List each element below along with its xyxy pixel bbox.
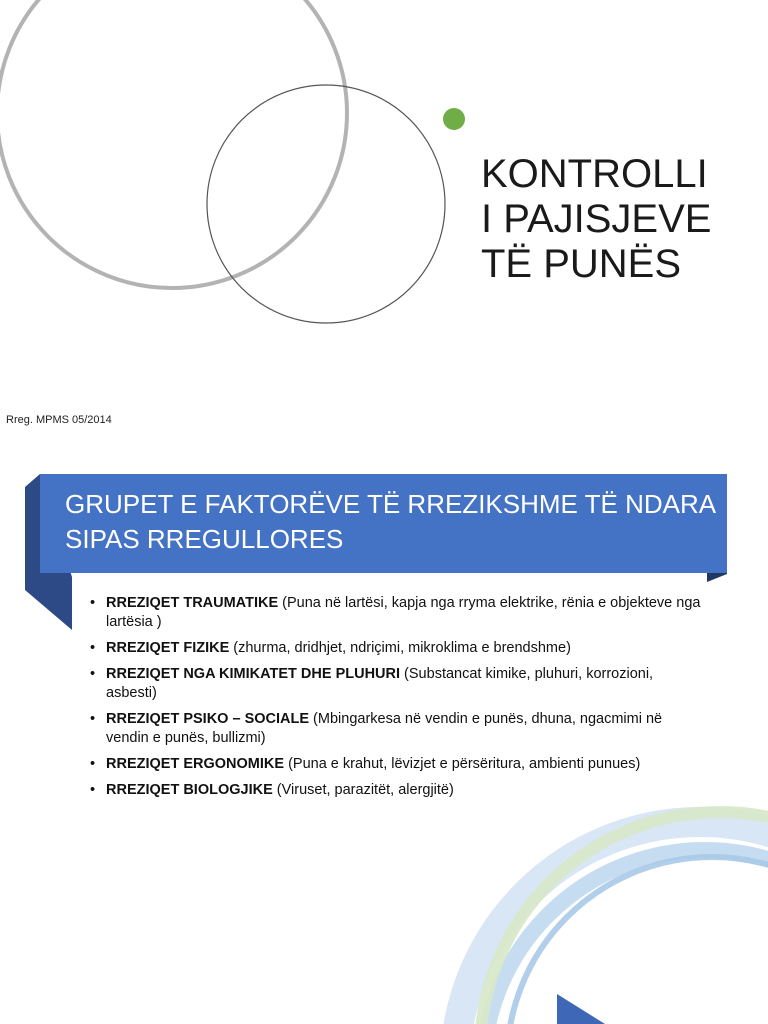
section-heading: GRUPET E FAKTORËVE TË RREZIKSHME TË NDARA SIPAS RREGULLORES [65, 489, 715, 554]
hazard-description: (Mbingarkesa në vendin e punës, dhuna, ngacmimi në vendin e punës, bullizmi) [106, 711, 663, 746]
regulation-footnote: Rreg. MPMS 05/2014 [6, 414, 112, 426]
hazard-description: (Substancat kimike, pluhuri, korrozioni, asbesti) [106, 666, 654, 701]
hazard-name: RREZIQET NGA KIMIKATET DHE PLUHURI [106, 666, 401, 682]
hazard-description: (Puna e krahut, lëvizjet e përsëritura, ambienti punues) [284, 756, 641, 772]
hazard-description: (zhurma, dridhjet, ndriçimi, mikroklima e brendshme) [229, 640, 571, 656]
slide-title [481, 152, 711, 287]
green-accent-dot [443, 108, 465, 130]
title-line-3: TË PUNËS [481, 242, 682, 286]
section-banner [40, 474, 727, 573]
hazard-description: (Puna në lartësi, kapja nga rryma elektrike, rënia e objekteve nga lartësia ) [106, 595, 701, 630]
list-item [88, 710, 703, 748]
large-gray-arc [0, 0, 347, 288]
list-item [88, 594, 703, 632]
hazard-name: RREZIQET BIOLOGJIKE [106, 782, 273, 798]
title-line-1: KONTROLLI [481, 152, 708, 196]
hazard-name: RREZIQET PSIKO – SOCIALE [106, 711, 310, 727]
hazard-list [88, 594, 703, 807]
list-item [88, 755, 703, 774]
thin-outline-circle [207, 85, 445, 323]
blue-triangle-accent [557, 994, 605, 1024]
list-item [88, 639, 703, 658]
list-item [88, 781, 703, 800]
title-slide [0, 0, 768, 452]
content-slide [0, 452, 768, 1024]
hazard-name: RREZIQET TRAUMATIKE [106, 595, 279, 611]
hazard-name: RREZIQET FIZIKE [106, 640, 230, 656]
list-item [88, 665, 703, 703]
hazard-name: RREZIQET ERGONOMIKE [106, 756, 285, 772]
title-line-2: I PAJISJEVE [481, 197, 712, 241]
hazard-description: (Viruset, parazitët, alergjitë) [272, 782, 454, 798]
